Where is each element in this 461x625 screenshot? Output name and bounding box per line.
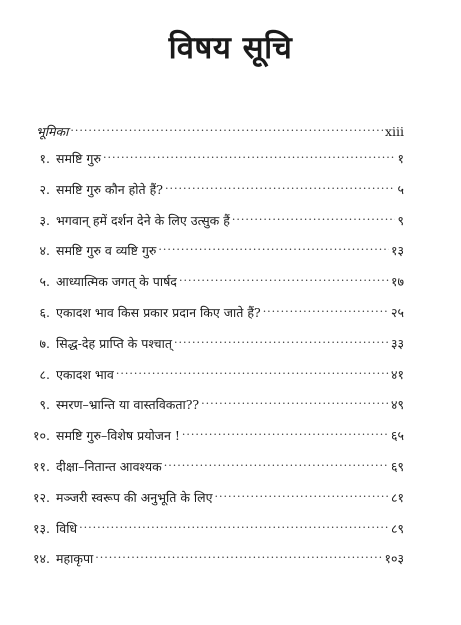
toc-entry-number: ११. bbox=[33, 459, 50, 474]
dot-leader bbox=[103, 147, 396, 163]
toc-entry-label: महाकृपा bbox=[56, 551, 94, 567]
toc-entry[interactable] bbox=[22, 424, 404, 444]
toc-entry-label: दीक्षा–नितान्त आवश्यक bbox=[56, 459, 162, 474]
toc-entry-label: आध्यात्मिक जगत् के पार्षद bbox=[56, 274, 177, 290]
dot-leader bbox=[174, 332, 389, 348]
toc-entry-page: १ bbox=[397, 151, 404, 166]
toc-entry-page: ४९ bbox=[390, 397, 404, 413]
dot-leader bbox=[158, 239, 389, 255]
toc-entry-number: ८. bbox=[39, 366, 50, 382]
toc-entry[interactable] bbox=[22, 393, 404, 413]
toc-entry[interactable] bbox=[22, 270, 404, 290]
dot-leader bbox=[179, 270, 389, 286]
toc-entry-label: समष्टि गुरु व व्यष्टि गुरु bbox=[56, 243, 157, 259]
toc-entry-label: एकादश भाव bbox=[56, 366, 114, 382]
toc-entry-label: मञ्जरी स्वरूप की अनुभूति के लिए bbox=[56, 489, 213, 505]
toc-entry-label: समष्टि गुरु कौन होते हैं? bbox=[56, 181, 163, 197]
toc-entry-page: १७ bbox=[390, 274, 404, 290]
toc-entry-page: ८९ bbox=[390, 520, 404, 536]
toc-entry-page: १०३ bbox=[384, 551, 404, 567]
toc-entry[interactable] bbox=[22, 332, 404, 352]
toc-entry-number: १४. bbox=[33, 551, 50, 567]
toc-entry-number: ७. bbox=[39, 335, 50, 351]
toc-entry-number: ५. bbox=[39, 274, 50, 290]
toc-entry-label: समष्टि गुरु bbox=[56, 151, 101, 166]
dot-leader bbox=[70, 120, 383, 136]
toc-entry-number: १०. bbox=[33, 428, 50, 444]
dot-leader bbox=[182, 424, 389, 440]
toc-entry[interactable] bbox=[22, 239, 404, 259]
toc-entry-page: २५ bbox=[390, 305, 404, 320]
dot-leader bbox=[116, 363, 389, 379]
dot-leader bbox=[201, 393, 389, 409]
toc-entry[interactable] bbox=[22, 301, 404, 321]
toc-entry[interactable] bbox=[22, 517, 404, 537]
toc-entry-page: xiii bbox=[384, 124, 404, 139]
toc-entry-number: ३. bbox=[39, 212, 50, 228]
page-title: विषय सूचि bbox=[168, 30, 293, 66]
toc-entry-label: भगवान् हमें दर्शन देने के लिए उत्सुक हैं bbox=[56, 212, 230, 228]
toc-entry-label: स्मरण–भ्रान्ति या वास्तविकता?? bbox=[56, 397, 200, 413]
toc-entry-number: २. bbox=[39, 181, 50, 197]
dot-leader bbox=[263, 301, 389, 317]
toc-entry-number: १. bbox=[39, 151, 50, 166]
toc-entry-label: सिद्ध-देह प्राप्ति के पश्चात् bbox=[56, 335, 172, 351]
dot-leader bbox=[165, 178, 396, 194]
toc-entry-page: ९ bbox=[397, 212, 404, 228]
toc-entry-page: ३३ bbox=[390, 335, 404, 351]
toc-entry[interactable] bbox=[22, 363, 404, 383]
toc-entry[interactable] bbox=[22, 209, 404, 229]
toc-entry-page: ४१ bbox=[390, 366, 404, 382]
toc-entry-label: विधि bbox=[56, 520, 78, 536]
toc-entry-page: १३ bbox=[390, 243, 404, 259]
toc-entry-number: ६. bbox=[39, 305, 50, 320]
toc-entry-page: ५ bbox=[397, 181, 404, 197]
dot-leader bbox=[164, 455, 389, 471]
toc-entry-number: १२. bbox=[33, 489, 50, 505]
toc-entry-page: ६५ bbox=[390, 428, 404, 444]
toc-entry-page: ६९ bbox=[390, 459, 404, 474]
toc-entry[interactable] bbox=[22, 486, 404, 506]
toc-entry-number: ४. bbox=[39, 243, 50, 259]
toc-entry-label: समष्टि गुरु–विशेष प्रयोजन ! bbox=[56, 428, 180, 444]
toc-entry-label: एकादश भाव किस प्रकार प्रदान किए जाते हैं? bbox=[56, 305, 261, 320]
toc-entry-label: भूमिका bbox=[36, 124, 69, 139]
dot-leader bbox=[79, 517, 389, 533]
dot-leader bbox=[95, 547, 382, 563]
toc-entry[interactable] bbox=[22, 547, 404, 567]
dot-leader bbox=[215, 486, 389, 502]
dot-leader bbox=[232, 209, 396, 225]
toc-entry[interactable] bbox=[22, 147, 404, 167]
toc-entry-preface[interactable] bbox=[36, 120, 404, 140]
toc-entry[interactable] bbox=[22, 455, 404, 475]
toc-entry-page: ८१ bbox=[390, 489, 404, 505]
toc-entry-number: ९. bbox=[39, 397, 50, 413]
toc-entry[interactable] bbox=[22, 178, 404, 198]
toc-entry-number: १३. bbox=[33, 520, 50, 536]
